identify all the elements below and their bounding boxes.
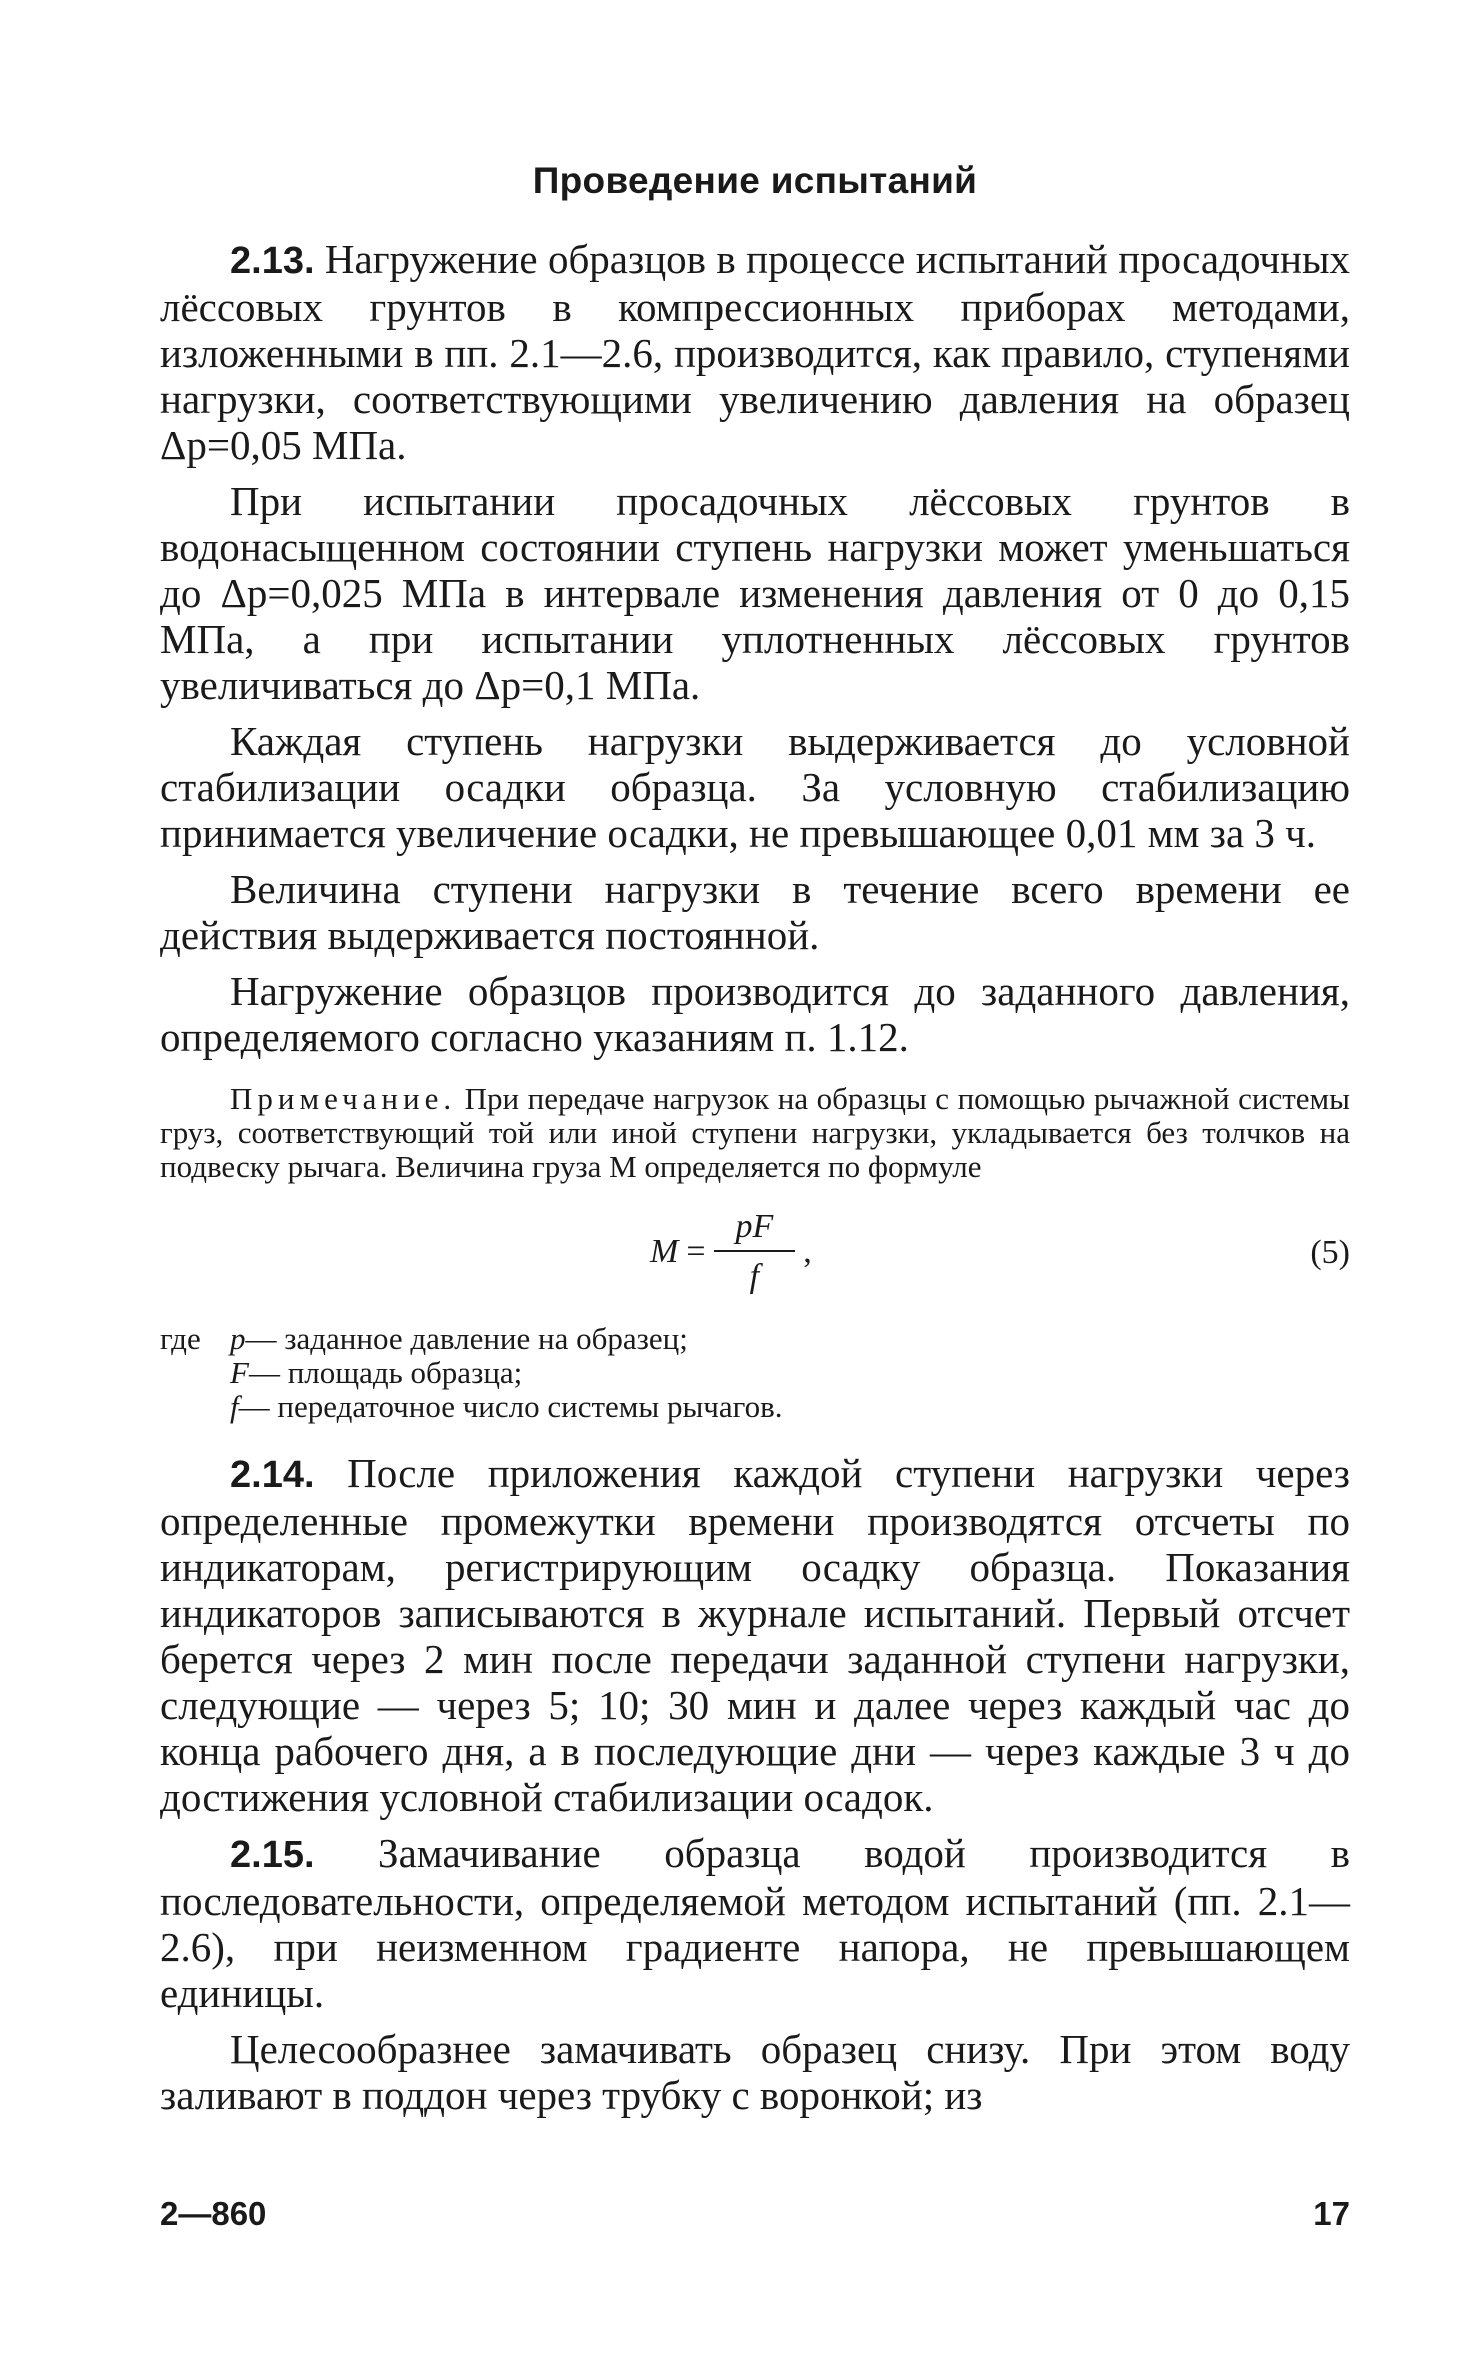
legend-description: — площадь образца; [248, 1355, 523, 1390]
paragraph-loading-limit: Нагружение образцов производится до заданного давления, определяемого согласно указаниям п. 1.12. [160, 968, 1350, 1060]
printer-signature: 2—860 [160, 2195, 267, 2232]
equation-number: (5) [1310, 1234, 1350, 1271]
paragraph-constant-load: Величина ступени нагрузки в течение всего времени ее действия выдерживается постоянной. [160, 866, 1350, 958]
section-heading: Проведение испытаний [532, 160, 978, 201]
legend-indent [160, 1390, 230, 1424]
formula-denominator: f [749, 1258, 760, 1295]
paragraph-2-15-text: Замачивание образца водой производится в последовательности, определяемой методом испытаний (пп. 2.1—2.6), при неизменном градиенте напора, не превышающем единицы. [160, 1830, 1350, 2016]
formula-5 [160, 1194, 1350, 1314]
paragraph-2-15 [160, 1830, 1350, 2016]
paragraph-soaking-method: Целесообразнее замачивать образец снизу. При этом воду заливают в поддон через трубку с воронкой; из [160, 2026, 1350, 2118]
note-label: Примечание. [230, 1081, 457, 1116]
formula-comma: , [803, 1233, 812, 1270]
legend-description: — передаточное число системы рычагов. [238, 1389, 783, 1424]
page-footer [160, 2195, 1350, 2233]
formula-expression [650, 1198, 812, 1306]
legend-description: — заданное давление на образец; [245, 1321, 688, 1356]
legend-row [160, 1322, 1350, 1356]
paragraph-2-13 [160, 236, 1350, 468]
page-number: 17 [1313, 2195, 1350, 2232]
paragraph-2-13-text: Нагружение образцов в процессе испытаний просадочных лёссовых грунтов в компрессионных приборах методами, изложенными в пп. 2.1—2.6, производится, как правило, ступенями нагрузки, соответствующими увеличению давления на образец Δp=0,05 МПа. [160, 236, 1350, 468]
legend-symbol: F [230, 1355, 249, 1390]
clause-number-2-13: 2.13. [230, 240, 315, 282]
clause-number-2-15: 2.15. [230, 1834, 315, 1876]
formula-numerator: pF [714, 1208, 796, 1252]
legend-symbol: f [230, 1389, 239, 1424]
legend-row [160, 1356, 1350, 1390]
document-page [160, 160, 1350, 2260]
formula-equals: = [686, 1233, 706, 1270]
paragraph-2-14 [160, 1450, 1350, 1820]
formula-lhs: M [650, 1233, 679, 1270]
paragraph-2-14-text: После приложения каждой ступени нагрузки через определенные промежутки времени производятся отсчеты по индикаторам, регистрирующим осадку образца. Показания индикаторов записываются в журнале испытаний. Первый отсчет берется через 2 мин после передачи заданной ступени нагрузки, следующие — через 5; 10; 30 мин и далее через каждый час до конца рабочего дня, а в последующие дни — через каждые 3 ч до достижения условной стабилизации осадок. [160, 1450, 1350, 1820]
clause-number-2-14: 2.14. [230, 1454, 315, 1496]
legend-row [160, 1390, 1350, 1424]
legend-indent [160, 1356, 230, 1390]
formula-legend [160, 1322, 1350, 1424]
formula-fraction [714, 1208, 796, 1296]
paragraph-stabilization: Каждая ступень нагрузки выдерживается до условной стабилизации осадки образца. За условную стабилизацию принимается увеличение осадки, не превышающее 0,01 мм за 3 ч. [160, 718, 1350, 856]
note-paragraph [160, 1082, 1350, 1184]
legend-symbol: p [230, 1321, 246, 1356]
note-text: При передаче нагрузок на образцы с помощью рычажной системы груз, соответствующий той или иной ступени нагрузки, укладывается без толчков на подвеску рычага. Величина груза M определяется по формуле [160, 1081, 1350, 1184]
legend-lead-word: где [160, 1321, 201, 1356]
paragraph-saturated-state: При испытании просадочных лёссовых грунтов в водонасыщенном состоянии ступень нагрузки может уменьшаться до Δp=0,025 МПа в интервале изменения давления от 0 до 0,15 МПа, а при испытании уплотненных лёссовых грунтов увеличиваться до Δp=0,1 МПа. [160, 478, 1350, 708]
